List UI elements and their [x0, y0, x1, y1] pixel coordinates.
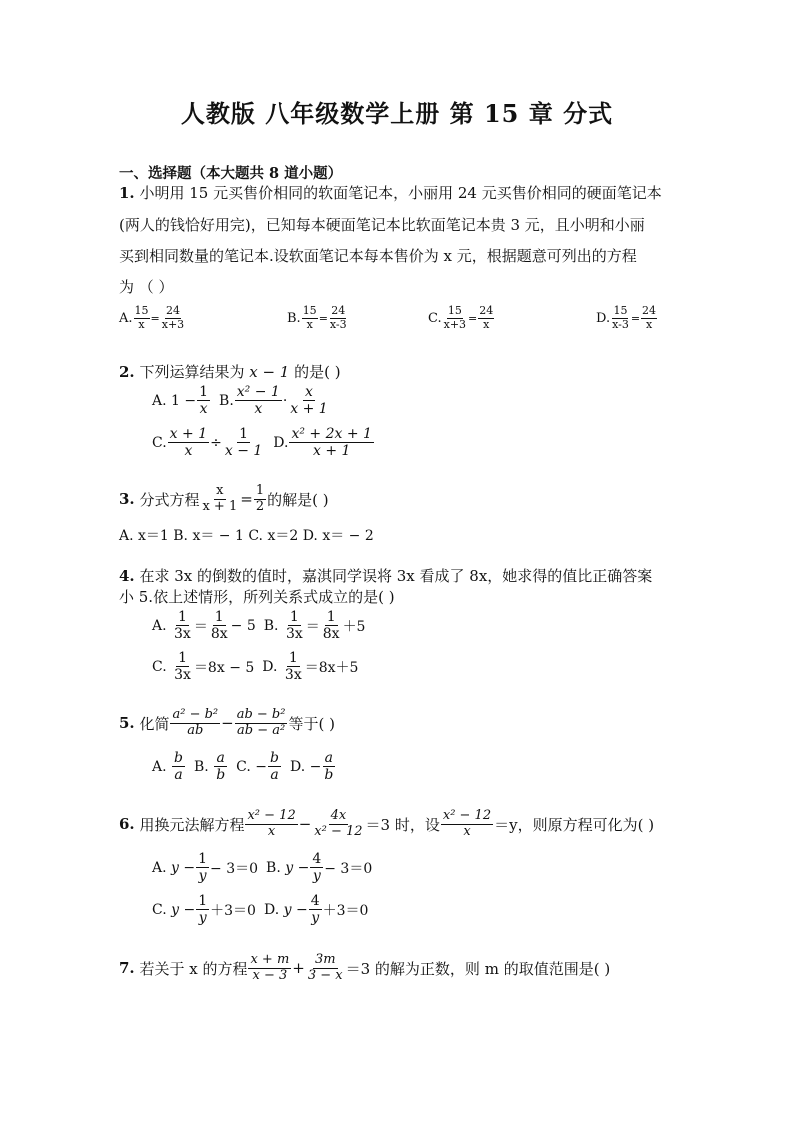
q1-text-3: 买到相同数量的笔记本.设软面笔记本每本售价为 x 元，根据题意可列出的方程	[119, 247, 637, 265]
q6-option-a-lead: y −	[171, 859, 196, 876]
fraction: $\frac{b}{a}$	[174, 750, 183, 784]
q2-expression: x − 1	[249, 363, 290, 381]
operator: =	[630, 311, 641, 325]
q5-options	[152, 750, 336, 783]
operator: +	[292, 959, 305, 978]
q4-option-b-label[interactable]: B.	[263, 617, 279, 634]
option-label: B.	[287, 310, 301, 326]
q6-options-row-1	[152, 851, 372, 884]
option-label: D.	[596, 310, 611, 326]
q2-options-row-2	[152, 426, 375, 459]
q6-option-d-lead: y −	[283, 901, 308, 918]
q6-text-post: ＝y，则原方程可化为( )	[494, 815, 655, 834]
q4-option-d-label[interactable]: D.	[262, 658, 278, 675]
q1-option-c[interactable]	[428, 305, 495, 331]
q2-option-c-label[interactable]: C.	[152, 434, 167, 451]
fraction: $\frac{1}{8x}$	[322, 609, 340, 643]
sign: −	[255, 758, 268, 775]
q4-option-d-tail: ＝8x＋5	[304, 659, 359, 676]
q3-text: 分式方程	[139, 490, 200, 509]
q5-number: 5.	[119, 714, 135, 733]
q4-options-row-1	[152, 609, 365, 642]
operator: =	[240, 490, 253, 509]
q3-stem	[119, 484, 329, 515]
q1-text-2: (两人的钱恰好用完)，已知每本硬面笔记本比软面笔记本贵 3 元，且小明和小丽	[119, 216, 645, 234]
q7-text-post: ＝3 的解为正数，则 m 的取值范围是( )	[345, 959, 611, 978]
q4-line-1	[119, 566, 652, 586]
q1-option-d[interactable]	[596, 305, 658, 331]
option-label: A.	[119, 310, 133, 326]
fraction: $\frac{24}{x+3}$	[161, 304, 185, 331]
doc-title: 人教版 八年级数学上册 第 15 章 分式	[180, 99, 614, 128]
section-heading: 一、选择题（本大题共 8 道小题）	[119, 165, 343, 182]
operator: ＝	[193, 618, 208, 635]
q6-stem	[119, 809, 654, 840]
fraction: $\frac{x + 1}{x}$	[169, 426, 208, 460]
operator: −	[221, 714, 234, 733]
fraction: $\frac{\text{a² − b²}}{ab}$	[172, 707, 219, 738]
fraction: $\frac{15}{x-3}$	[612, 304, 629, 331]
fraction: $\frac{3m}{3 - x}$	[307, 952, 343, 983]
operator: ＝	[305, 618, 320, 635]
fraction: $\frac{1}{3x}$	[174, 609, 191, 643]
q4-option-a-label[interactable]: A.	[152, 617, 167, 634]
q6-number: 6.	[119, 815, 135, 834]
fraction: $\frac{1}{8x}$	[210, 609, 228, 643]
fraction: $\frac{x}{x + 1}$	[290, 384, 328, 418]
q5-text: 化简	[139, 714, 170, 733]
q1-option-b[interactable]	[287, 305, 349, 331]
q5-option-b-label[interactable]: B.	[193, 758, 209, 775]
fraction: $\frac{1}{x - 1}$	[224, 426, 263, 460]
q4-text-1: 在求 3x 的倒数的值时，嘉淇同学误将 3x 看成了 8x，她求得的值比正确答案	[139, 567, 653, 585]
operator: ·	[282, 392, 288, 409]
q2-text: 下列运算结果为	[139, 363, 250, 381]
q1-option-a[interactable]	[119, 305, 186, 331]
q3-text-post: 的解是( )	[267, 490, 329, 509]
q2-number: 2.	[119, 363, 135, 381]
fraction: $\frac{\text{ab − b²}}{\text{ab − a²}}$	[236, 707, 286, 738]
q2-text-post: 的是( )	[289, 363, 341, 381]
q3-options[interactable]: A. x＝1 B. x＝ − 1 C. x＝2 D. x＝ − 2	[119, 528, 374, 544]
q6-options-row-2	[152, 893, 368, 926]
q2-option-a-lead: 1 −	[171, 392, 197, 409]
q7-number: 7.	[119, 959, 135, 978]
q2-options-row-1	[152, 384, 331, 417]
q6-option-b-lead: y −	[285, 859, 310, 876]
fraction: $\frac{\text{x² − 1}}{x}$	[236, 384, 280, 418]
fraction: $\frac{\text{x² − 12}}{x}$	[442, 808, 492, 839]
q7-text: 若关于 x 的方程	[139, 959, 248, 978]
fraction: $\frac{1}{2}$	[255, 483, 265, 514]
fraction: $\frac{15}{x}$	[302, 304, 317, 331]
q6-option-c-lead: y −	[171, 901, 196, 918]
q6-option-b-tail: − 3＝0	[324, 860, 373, 877]
q6-option-b-label[interactable]: B.	[266, 859, 281, 876]
q4-option-c-tail: ＝8x − 5	[193, 659, 255, 676]
fraction: $\frac{24}{x}$	[642, 304, 657, 331]
fraction: $\frac{x}{x + 1}$	[202, 483, 238, 514]
q4-option-c-label[interactable]: C.	[152, 658, 167, 675]
fraction: $\frac{24}{x-3}$	[329, 304, 347, 331]
operator: =	[318, 311, 328, 325]
q1-number: 1.	[119, 184, 135, 202]
q1-text-1: 小明用 15 元买售价相同的软面笔记本，小丽用 24 元买售价相同的硬面笔记本	[139, 184, 662, 202]
q4-text-2: 小 5.依上述情形，所列关系式成立的是( )	[119, 588, 395, 606]
q5-option-a-label[interactable]: A.	[152, 758, 167, 775]
fraction: $\frac{a}{b}$	[324, 750, 334, 784]
q2-option-a-label[interactable]: A.	[152, 392, 167, 409]
fraction: $\frac{4}{y}$	[310, 893, 320, 927]
fraction: $\frac{a}{b}$	[216, 750, 226, 784]
q2-stem	[119, 362, 341, 382]
operator: −	[298, 815, 312, 834]
q5-option-d-label[interactable]: D.	[289, 758, 306, 775]
q5-option-c-label[interactable]: C.	[236, 758, 251, 775]
q6-text-mid: ＝3 时，设	[365, 815, 440, 834]
q6-option-d-tail: ＋3＝0	[322, 902, 369, 919]
fraction: $\frac{b}{a}$	[270, 750, 279, 784]
sign: −	[309, 758, 322, 775]
fraction: $\frac{4}{y}$	[312, 851, 322, 885]
operator: =	[150, 311, 160, 325]
fraction: $\frac{1}{3x}$	[174, 650, 191, 684]
q3-number: 3.	[119, 490, 135, 509]
q6-text: 用换元法解方程	[139, 815, 245, 834]
q4-number: 4.	[119, 567, 135, 585]
q2-option-d-label[interactable]: D.	[273, 434, 289, 451]
fraction: $\frac{4x}{\text{x² − 12}}$	[314, 808, 363, 839]
q4-option-b-tail: ＋5	[342, 618, 366, 635]
fraction: $\frac{\text{x² + 2x + 1}}{x + 1}$	[291, 426, 372, 460]
fraction: $\frac{\text{x² − 12}}{x}$	[247, 808, 296, 839]
fraction: $\frac{1}{y}$	[198, 851, 208, 885]
fraction: $\frac{1}{x}$	[199, 384, 209, 418]
operator: =	[468, 311, 478, 325]
option-label: C.	[428, 310, 442, 326]
q6-option-a-tail: − 3＝0	[210, 860, 259, 877]
q1-line-1	[119, 183, 662, 203]
q5-text-post: 等于( )	[288, 714, 335, 733]
fraction: $\frac{1}{y}$	[198, 893, 208, 927]
operator: ÷	[210, 434, 222, 451]
q4-option-a-tail: − 5	[230, 617, 256, 634]
q7-stem	[119, 953, 610, 984]
q6-option-d-label[interactable]: D.	[263, 901, 280, 918]
fraction: $\frac{1}{3x}$	[285, 609, 303, 643]
fraction: $\frac{x + m}{x - 3}$	[250, 952, 290, 983]
fraction: $\frac{1}{3x}$	[284, 650, 302, 684]
fraction: $\frac{24}{x}$	[479, 304, 494, 331]
fraction: $\frac{15}{x+3}$	[443, 304, 467, 331]
q4-options-row-2	[152, 650, 358, 683]
q5-stem	[119, 708, 335, 739]
fraction: $\frac{15}{x}$	[134, 304, 149, 331]
q6-option-c-tail: ＋3＝0	[210, 902, 256, 919]
q6-option-c-label[interactable]: C.	[152, 901, 167, 918]
q2-option-b-label[interactable]: B.	[219, 392, 234, 409]
q1-text-4: 为 （ ）	[119, 278, 174, 296]
q6-option-a-label[interactable]: A.	[152, 859, 167, 876]
